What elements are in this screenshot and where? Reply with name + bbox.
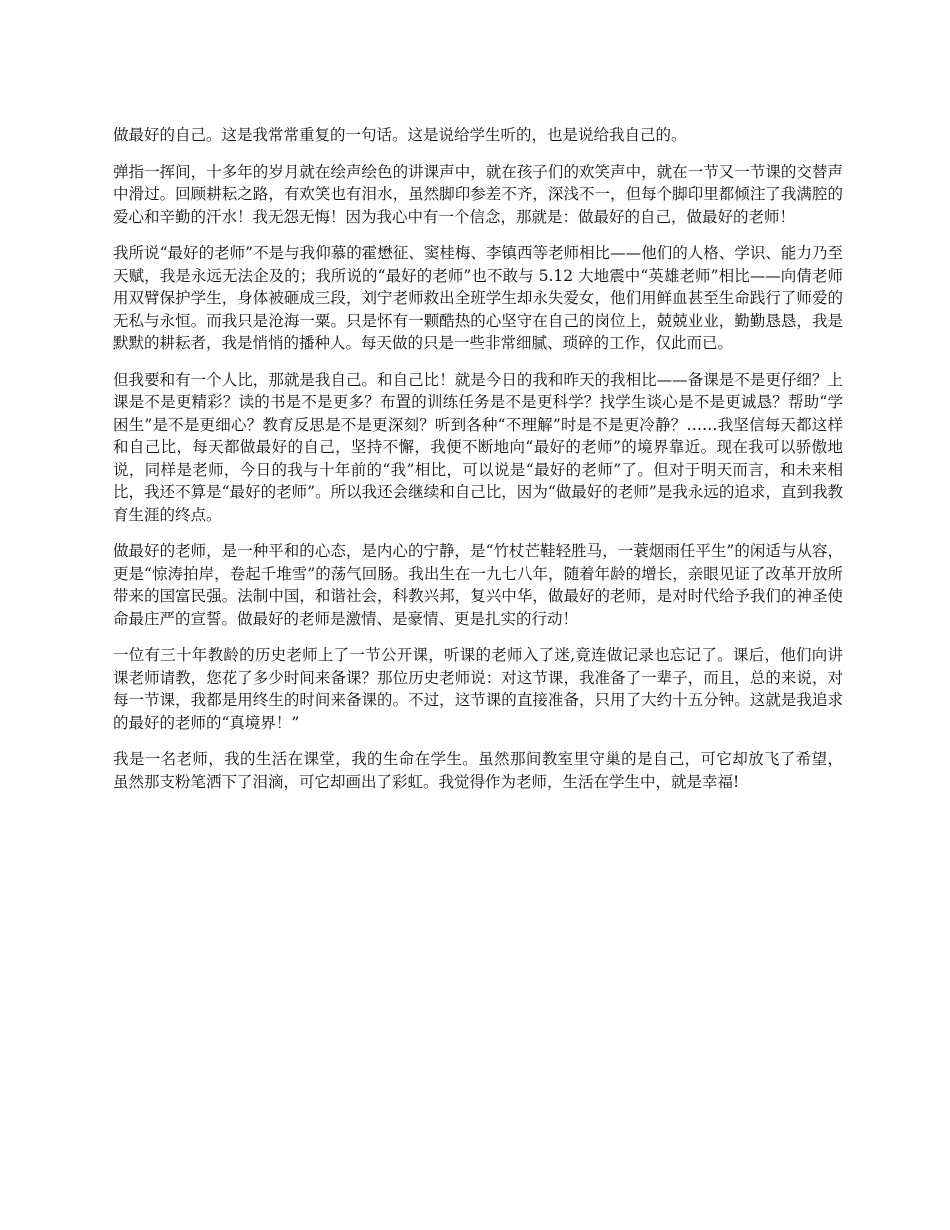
document-body <box>113 124 843 807</box>
paragraph-4: 但我要和有一个人比，那就是我自己。和自己比！就是今日的我和昨天的我相比——备课是不是更仔细？上课是不是更精彩？读的书是不是更多？布置的训练任务是不是更科学？找学生谈心是不是更诚恳？帮助“学困生”是不是更细心？教育反思是不是更深刻？听到各种“不理解”时是不是更冷静？……我坚信每天都这样和自己比，每天都做最好的自己，坚持不懈，我便不断地向“最好的老师”的境界靠近。现在我可以骄傲地说，同样是老师，今日的我与十年前的“我”相比，可以说是“最好的老师”了。但对于明天而言，和未来相比，我还不算是“最好的老师”。所以我还会继续和自己比，因为“做最好的老师”是我永远的追求，直到我教育生涯的终点。 <box>113 370 843 524</box>
paragraph-1: 做最好的自己。这是我常常重复的一句话。这是说给学生听的，也是说给我自己的。 <box>113 126 687 144</box>
paragraph-7: 我是一名老师，我的生活在课堂，我的生命在学生。虽然那间教室里守巢的是自己，可它却放飞了希望， 虽然那支粉笔洒下了泪滴，可它却画出了彩虹。我觉得作为老师，生活在学生中，就是幸福! <box>113 750 843 791</box>
paragraph-5: 做最好的老师，是一种平和的心态，是内心的宁静，是“竹杖芒鞋轻胜马，一蓑烟雨任平生”的闲适与从容，更是“惊涛拍岸，卷起千堆雪”的荡气回肠。我出生在一九七八年，随着年龄的增长，亲眼见证了改革开放所带来的国富民强。法制中国，和谐社会，科教兴邦，复兴中华，做最好的老师，是对时代给予我们的神圣使命最庄严的宣誓。做最好的老师是激情、是豪情、更是扎实的行动！ <box>113 542 843 628</box>
paragraph-3: 我所说“最好的老师”不是与我仰慕的霍懋征、窦桂梅、李镇西等老师相比——他们的人格、学识、能力乃至天赋，我是永远无法企及的；我所说的“最好的老师”也不敢与 5.12 大地震中“英雄老师”相比——向倩老师用双臂保护学生，身体被砸成三段，刘宁老师救出全班学生却永失爱女，他们用鲜血甚至生命践行了师爱的无私与永恒。而我只是沧海一粟。只是怀有一颗酷热的心坚守在自己的岗位上，兢兢业业，勤勤恳恳，我是默默的耕耘者，我是悄悄的播种人。每天做的只是一些非常细腻、琐碎的工作，仅此而已。 <box>113 244 843 352</box>
paragraph-2: 弹指一挥间，十多年的岁月就在绘声绘色的讲课声中，就在孩子们的欢笑声中，就在一节又一节课的交替声中滑过。回顾耕耘之路，有欢笑也有泪水，虽然脚印参差不齐，深浅不一，但每个脚印里都倾注了我满腔的爱心和辛勤的汗水！我无怨无悔！因为我心中有一个信念，那就是：做最好的自己，做最好的老师！ <box>113 162 843 226</box>
paragraph-6: 一位有三十年教龄的历史老师上了一节公开课，听课的老师入了迷,竟连做记录也忘记了。课后，他们向讲课老师请教，您花了多少时间来备课？那位历史老师说：对这节课，我准备了一辈子，而且，总的来说，对每一节课，我都是用终生的时间来备课的。不过，这节课的直接准备，只用了大约十五分钟。这就是我追求的最好的老师的“真境界！” <box>113 646 843 732</box>
